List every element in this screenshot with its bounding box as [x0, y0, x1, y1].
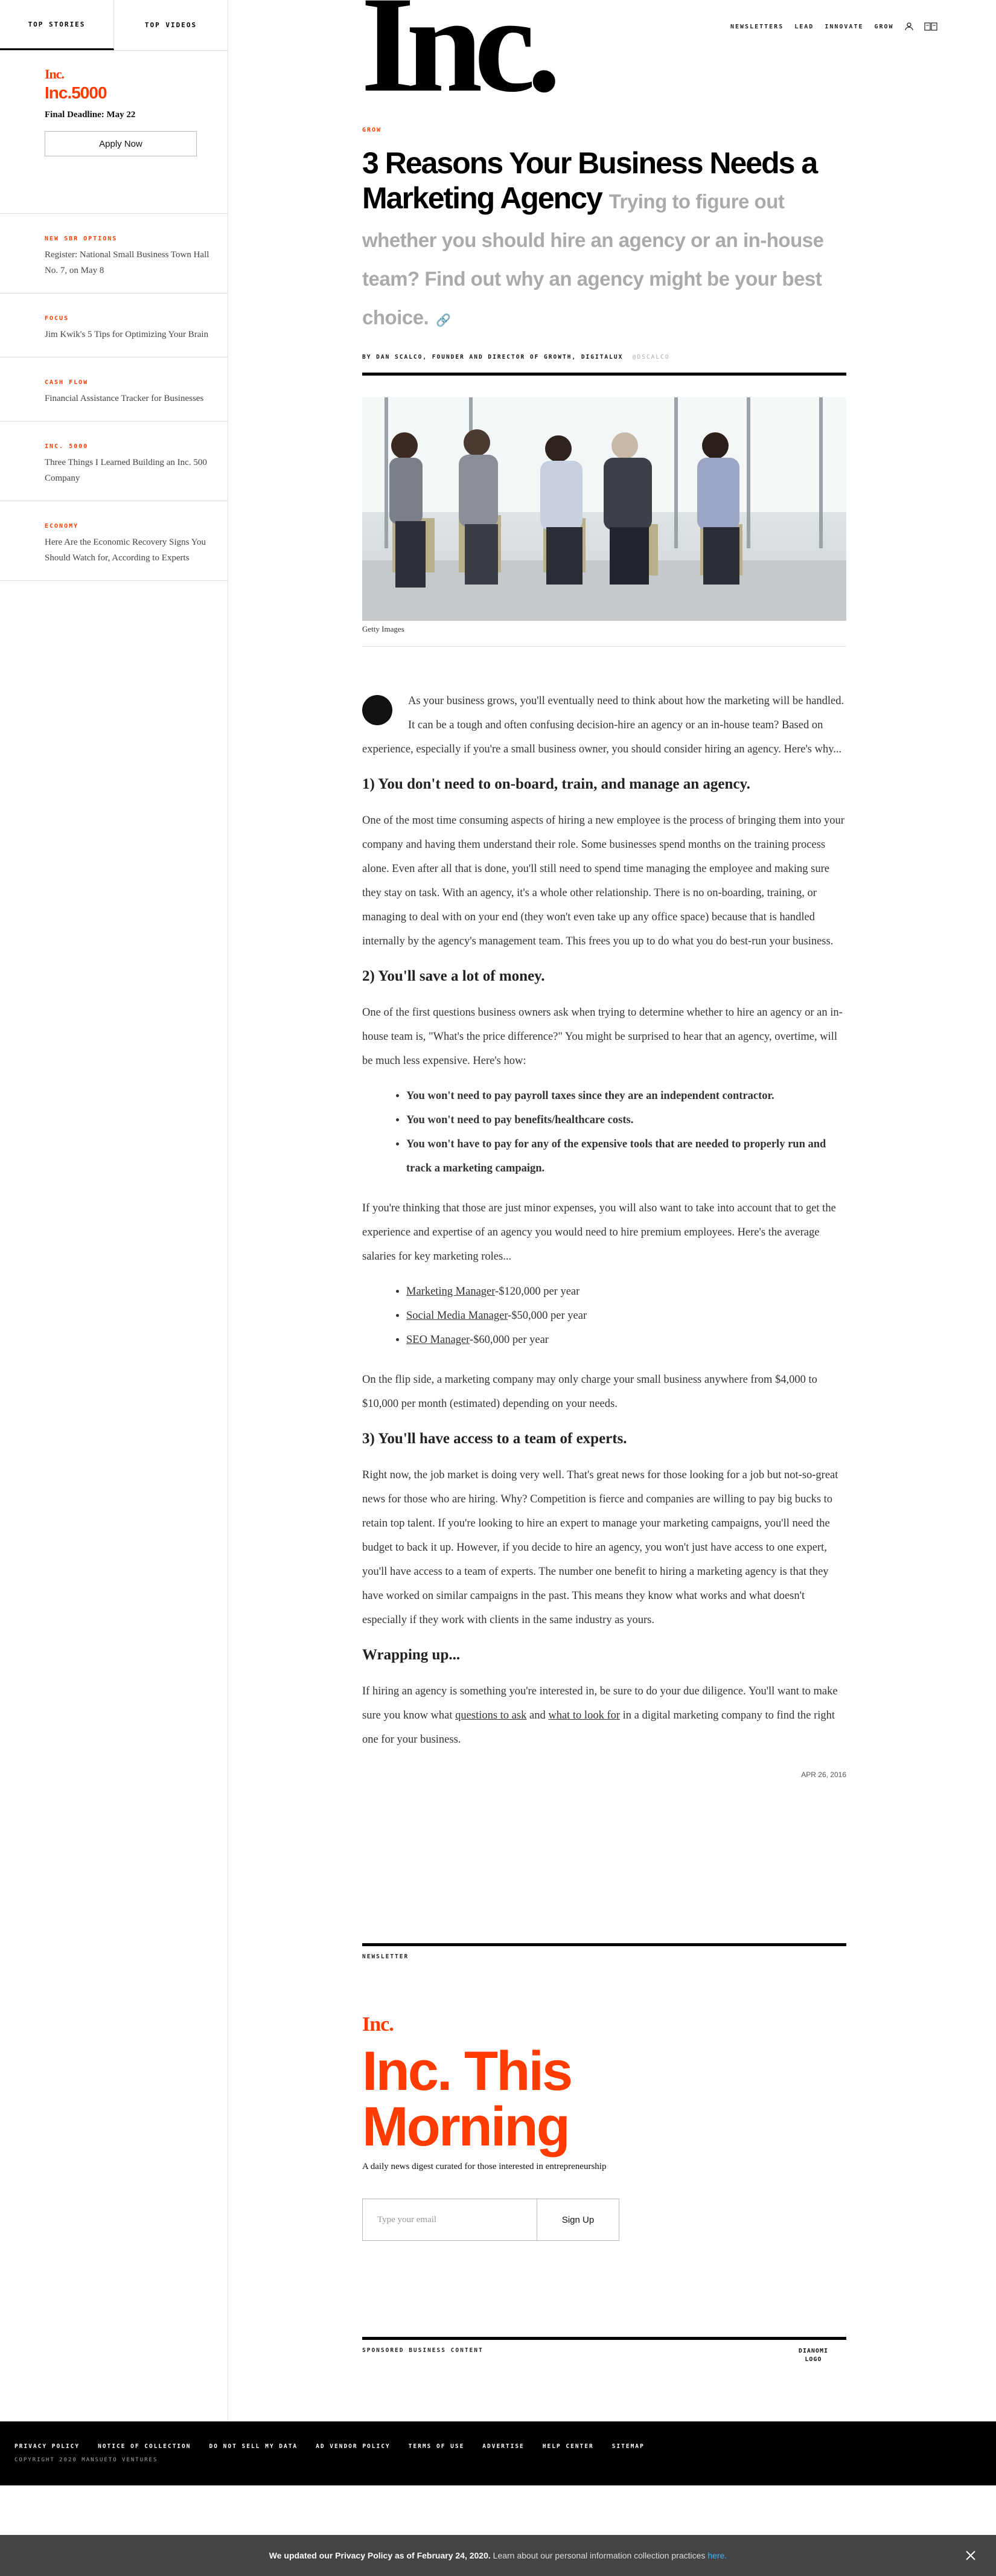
list-item — [406, 1304, 846, 1328]
privacy-banner-link[interactable]: here. — [707, 2551, 727, 2560]
footer-link-terms-of-use[interactable]: TERMS OF USE — [408, 2443, 465, 2450]
salary-amount: -$50,000 per year — [508, 1310, 587, 1322]
promo-title: Inc.5000 — [45, 83, 107, 102]
nav-grow[interactable]: GROW — [874, 23, 894, 30]
list-item — [406, 1328, 846, 1352]
nav-newsletters[interactable]: NEWSLETTERS — [730, 23, 784, 30]
photo-divider — [362, 646, 846, 647]
list-item — [406, 1280, 846, 1304]
section-heading: Wrapping up... — [362, 1647, 461, 1663]
apply-now-button[interactable]: Apply Now — [45, 131, 197, 156]
article-title: 3 Reasons Your Business Needs a Marketing Agency — [362, 146, 817, 215]
drop-cap-dot — [362, 695, 392, 725]
copyright: COPYRIGHT 2020 MANSUETO VENTURES — [14, 2457, 158, 2463]
newsletter-title-line: Inc. This — [362, 2040, 572, 2102]
inc-logo[interactable]: Inc. — [361, 0, 553, 121]
salary-role-link[interactable]: Social Media Manager — [406, 1310, 508, 1322]
sponsored-content — [362, 2337, 846, 2364]
story-title[interactable]: Here Are the Economic Recovery Signs You Should Watch for, According to Experts — [45, 537, 206, 563]
newsletter-label: NEWSLETTER — [362, 1943, 846, 1960]
logo-alt-text: DIANOMI — [798, 2348, 828, 2354]
paragraph-text: If hiring an agency is something you're interested in, be sure to do your due diligence. You'll want to make sure you know what — [362, 1685, 838, 1722]
email-input[interactable] — [362, 2199, 537, 2241]
user-icon[interactable] — [905, 22, 913, 31]
paragraph: If you're thinking that those are just minor expenses, you will also want to take into account that to get the experience and expertise of an agency you would need to hire premium employees. Here's the average salaries for key marketing roles... — [362, 1202, 836, 1263]
sponsored-label: SPONSORED BUSINESS CONTENT — [362, 2347, 484, 2354]
story-title[interactable]: Financial Assistance Tracker for Businesses — [45, 394, 204, 403]
sign-up-button[interactable]: Sign Up — [537, 2199, 619, 2241]
salary-list — [406, 1280, 846, 1352]
story-title[interactable]: Jim Kwik's 5 Tips for Optimizing Your Brain — [45, 330, 209, 339]
nav-innovate[interactable]: INNOVATE — [825, 23, 864, 30]
inc5000-promo — [0, 51, 228, 214]
site-footer — [0, 2421, 996, 2485]
list-item: • You won't have to pay for any of the expensive tools that are needed to properly run and track a marketing campaign. — [406, 1132, 846, 1181]
intro-text: As your business grows, you'll eventually need to think about how the marketing will be handled. It can be a tough and often confusing decision-hire an agency or an in-house team? Based on experience, especially if you're a small business owner, you should consider hiring an agency. Here's why... — [362, 695, 844, 755]
footer-link-sitemap[interactable]: SITEMAP — [611, 2443, 645, 2450]
sidebar-story[interactable] — [0, 501, 228, 581]
magazine-icon[interactable] — [924, 22, 937, 31]
promo-brand-logo: Inc. — [45, 66, 65, 82]
footer-link-do-not-sell[interactable]: DO NOT SELL MY DATA — [209, 2443, 298, 2450]
photo-credit: Getty Images — [362, 624, 404, 633]
top-nav — [730, 22, 937, 31]
link-icon[interactable]: 🔗 — [436, 314, 450, 327]
savings-list — [406, 1084, 846, 1181]
story-category: INC. 5000 — [45, 443, 89, 450]
tab-top-stories[interactable]: TOP STORIES — [0, 0, 114, 50]
section-heading: 1) You don't need to on-board, train, and manage an agency. — [362, 776, 750, 792]
newsletter-signup — [362, 1943, 846, 2241]
footer-links — [14, 2443, 996, 2450]
tab-top-videos[interactable]: TOP VIDEOS — [144, 21, 197, 29]
sidebar-tabs — [0, 0, 228, 51]
paragraph — [362, 1679, 846, 1752]
what-to-look-for-link[interactable]: what to look for — [548, 1709, 621, 1722]
salary-role-link[interactable]: Marketing Manager — [406, 1286, 496, 1298]
footer-link-advertise[interactable]: ADVERTISE — [482, 2443, 525, 2450]
left-sidebar — [0, 0, 228, 2421]
promo-deadline: Final Deadline: May 22 — [45, 110, 136, 120]
footer-link-privacy-policy[interactable]: PRIVACY POLICY — [14, 2443, 80, 2450]
article — [362, 127, 846, 1787]
byline-divider — [362, 373, 846, 376]
paragraph: On the flip side, a marketing company may only charge your small business anywhere from $4,000 to $10,000 per month (estimated) depending on your needs. — [362, 1374, 817, 1410]
paragraph-text: in a digital marketing company to find the right one for your business. — [362, 1709, 835, 1746]
footer-link-notice-of-collection[interactable]: NOTICE OF COLLECTION — [98, 2443, 191, 2450]
paragraph: One of the first questions business owners ask when trying to determine whether to hire an agency or an in-house team is, "What's the price difference?" You might be surprised to hear that an agency, overtime, will be much less expensive. Here's how: — [362, 1007, 843, 1067]
privacy-banner-text: Learn about our personal information collection practices — [490, 2551, 708, 2560]
sidebar-story[interactable] — [0, 293, 228, 357]
list-item: • You won't need to pay benefits/healthcare costs. — [406, 1108, 846, 1132]
privacy-banner — [0, 2535, 996, 2576]
newsletter-brand-logo: Inc. — [362, 2013, 394, 2036]
article-dek: Trying to figure out whether you should hire an agency or an in-house team? Find out why an agency might be your best choice. — [362, 190, 824, 328]
logo-alt-text: LOGO — [805, 2356, 822, 2363]
story-category: CASH FLOW — [45, 379, 89, 386]
newsletter-title — [362, 2040, 846, 2158]
article-body — [362, 689, 846, 1787]
newsletter-form — [362, 2199, 846, 2241]
paragraph-text: and — [526, 1709, 549, 1722]
article-kicker[interactable]: GROW — [362, 127, 382, 133]
dianomi-logo[interactable] — [799, 2347, 828, 2364]
byline-twitter-handle[interactable]: @DSCALCO — [632, 354, 670, 360]
questions-to-ask-link[interactable]: questions to ask — [455, 1709, 527, 1722]
newsletter-title-line: Morning — [362, 2096, 569, 2158]
list-item: • You won't need to pay payroll taxes since they are an independent contractor. — [406, 1084, 846, 1108]
paragraph: Right now, the job market is doing very well. That's great news for those looking for a job but not-so-great news for those who are hiring. Why? Competition is fierce and companies are willing to pay big bucks to retain top talent. If you're looking to hire an expert to manage your marketing campaigns, you'll need the budget to back it up. However, if you decide to hire an agency, you won't just have access to one expert, you'll have access to a team of experts. The number one benefit to hiring a marketing agency is that they have worked on similar campaigns in the past. This means they know what works and what doesn't especially if they work with clients in the same industry as yours. — [362, 1469, 838, 1626]
sidebar-story[interactable] — [0, 214, 228, 293]
nav-lead[interactable]: LEAD — [794, 23, 814, 30]
sidebar-story[interactable] — [0, 357, 228, 421]
business-meeting-photo — [362, 397, 846, 621]
section-heading: 3) You'll have access to a team of experts. — [362, 1431, 627, 1447]
article-hero-image — [362, 397, 846, 621]
privacy-banner-bold: We updated our Privacy Policy as of February 24, 2020. — [269, 2551, 491, 2560]
footer-link-ad-vendor-policy[interactable]: AD VENDOR POLICY — [316, 2443, 391, 2450]
article-date: APR 26, 2016 — [801, 1770, 846, 1779]
story-title[interactable]: Register: National Small Business Town Hall No. 7, on May 8 — [45, 250, 209, 275]
story-category: FOCUS — [45, 315, 69, 322]
story-category: NEW SBR OPTIONS — [45, 235, 118, 242]
article-headline — [362, 146, 846, 338]
article-byline — [362, 354, 846, 360]
salary-role-link[interactable]: SEO Manager — [406, 1334, 470, 1346]
footer-link-help-center[interactable]: HELP CENTER — [542, 2443, 594, 2450]
paragraph: One of the most time consuming aspects of hiring a new employee is the process of bringing them into your company and having them understand their role. Some businesses spend months on the training process alone. Even after all that is done, you'll still need to spend time managing the employee and making sure they stay on task. With an agency, it's a whole other relationship. There is no on-boarding, training, or managing to deal with on your end (they won't even take up any office space) because that is handled internally by the agency's management team. This frees you up to do what you do best-run your business. — [362, 815, 844, 947]
story-title[interactable]: Three Things I Learned Building an Inc. 500 Company — [45, 458, 207, 483]
salary-amount: -$120,000 per year — [495, 1286, 580, 1298]
close-icon[interactable] — [963, 2548, 978, 2563]
newsletter-description: A daily news digest curated for those interested in entrepreneurship — [362, 2162, 607, 2171]
intro-paragraph — [362, 689, 846, 761]
section-heading: 2) You'll save a lot of money. — [362, 968, 545, 984]
salary-amount: -$60,000 per year — [469, 1334, 549, 1346]
sidebar-story[interactable] — [0, 421, 228, 501]
story-category: ECONOMY — [45, 523, 79, 530]
byline-author[interactable]: BY DAN SCALCO, FOUNDER AND DIRECTOR OF GROWTH, DIGITALUX — [362, 354, 624, 360]
